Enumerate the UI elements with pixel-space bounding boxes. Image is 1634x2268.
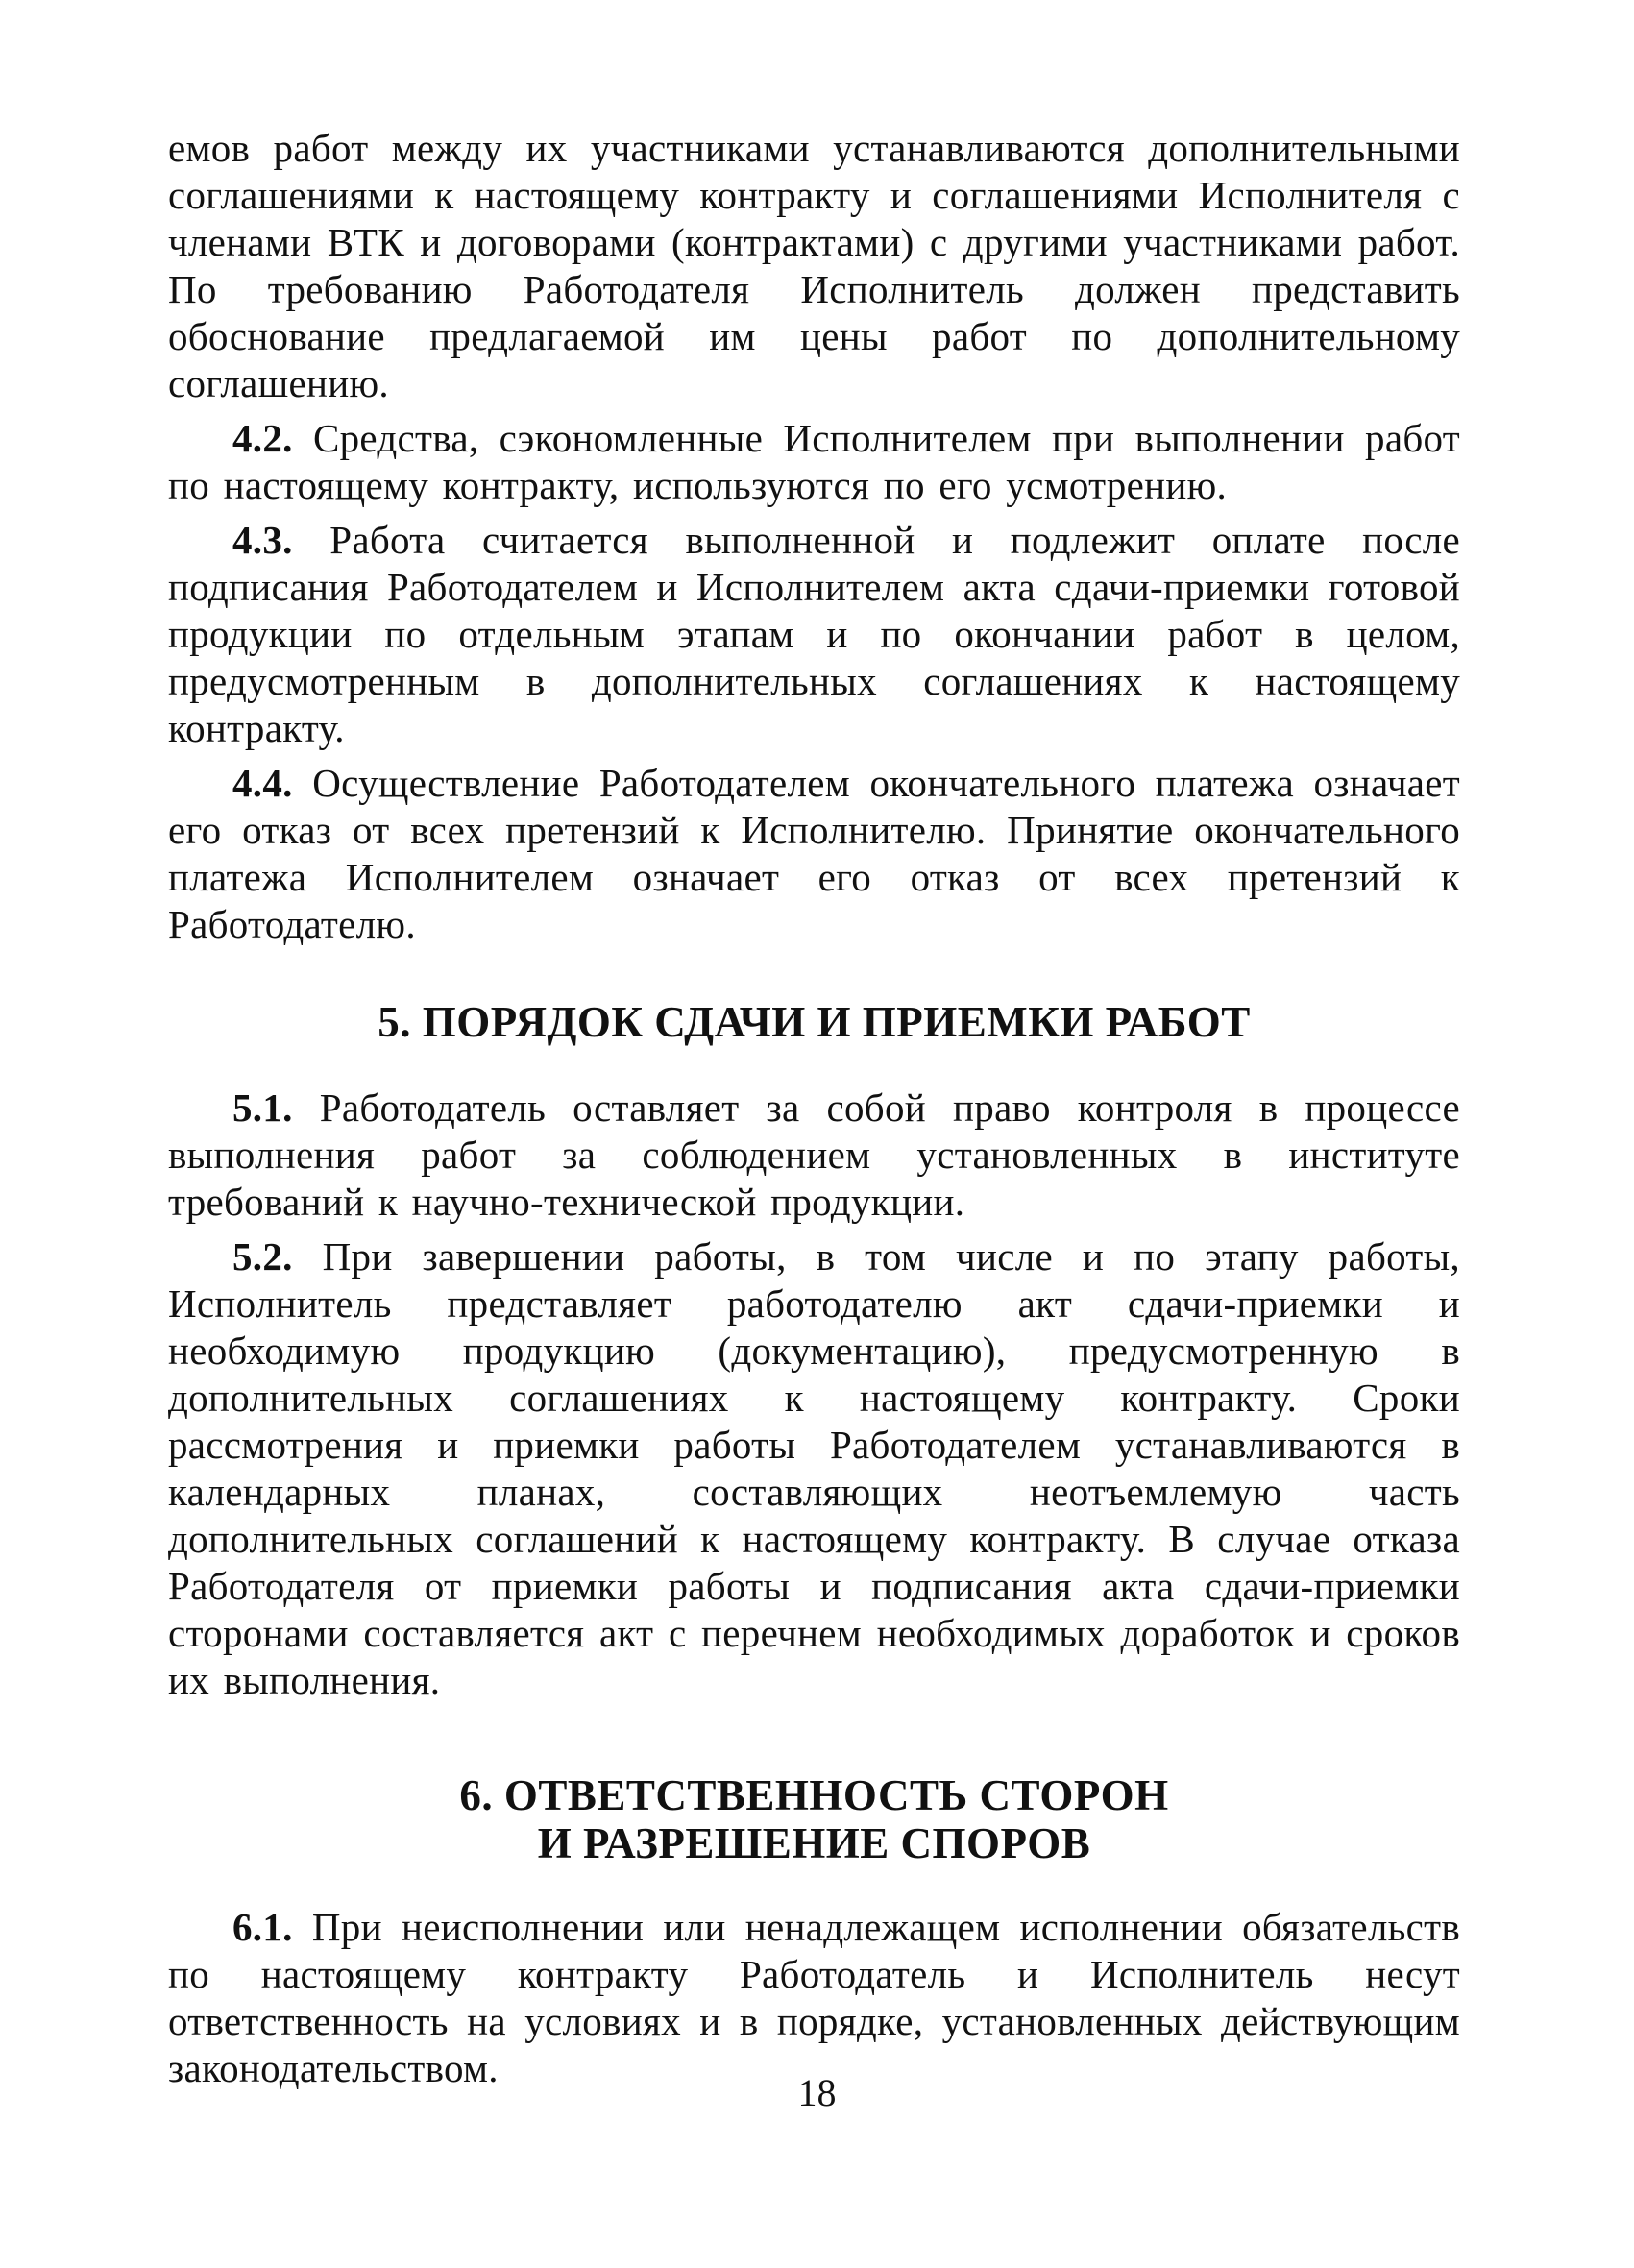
page-number: 18	[797, 2071, 837, 2114]
clause-number: 4.4.	[232, 761, 293, 805]
clause-number: 4.2.	[232, 416, 293, 460]
clause-number: 4.3.	[232, 518, 293, 562]
document-page	[168, 125, 1460, 2092]
clause-text: Осуществление Работодателем окончательного платежа означает его отказ от всех претензий к Исполнителю. Принятие окончательного платежа Исполнителем означает его отказ от всех претензий к Работодателю.	[168, 761, 1460, 946]
paragraph-5-1	[168, 1085, 1460, 1226]
section-6-heading	[168, 1771, 1460, 1867]
clause-number: 6.1.	[232, 1905, 293, 1949]
paragraph-4-3	[168, 517, 1460, 752]
paragraph-4-4	[168, 760, 1460, 948]
paragraph-intro: емов работ между их участниками устанавливаются дополнительными соглашениями к настоящему контракту и соглашениями Исполнителя с членами ВТК и договорами (контрактами) с другими участниками работ. По требованию Работодателя Исполнитель должен представить обоснование предлагаемой им цены работ по дополнительному соглашению.	[168, 126, 1460, 405]
section-6-heading-line-2: И РАЗРЕШЕНИЕ СПОРОВ	[537, 1819, 1091, 1867]
section-6-heading-line-1: 6. ОТВЕТСТВЕННОСТЬ СТОРОН	[459, 1771, 1169, 1819]
paragraph-6-1	[168, 1904, 1460, 2092]
clause-number: 5.1.	[232, 1085, 293, 1130]
clause-number: 5.2.	[232, 1234, 293, 1279]
clause-text: При завершении работы, в том числе и по этапу работы, Исполнитель представляет работодателю акт сдачи-приемки и необходимую продукцию (документацию), предусмотренную в дополнительных соглашениях к настоящему контракту. Сроки рассмотрения и приемки работы Работодателем устанавливаются в календарных планах, составляющих неотъемлемую часть дополнительных соглашений к настоящему контракту. В случае отказа Работодателя от приемки работы и подписания акта сдачи-приемки сторонами составляется акт с перечнем необходимых доработок и сроков их выполнения.	[168, 1234, 1460, 1702]
paragraph-5-2	[168, 1233, 1460, 1704]
section-5-heading: 5. ПОРЯДОК СДАЧИ И ПРИЕМКИ РАБОТ	[378, 998, 1251, 1046]
clause-text: Работодатель оставляет за собой право контроля в процессе выполнения работ за соблюдением установленных в институте требований к научно-технической продукции.	[168, 1085, 1460, 1224]
clause-text: Работа считается выполненной и подлежит оплате после подписания Работодателем и Исполнителем акта сдачи-приемки готовой продукции по отдельным этапам и по окончании работ в целом, предусмотренным в дополнительных соглашениях к настоящему контракту.	[168, 518, 1460, 750]
clause-text: Средства, сэкономленные Исполнителем при выполнении работ по настоящему контракту, используются по его усмотрению.	[168, 416, 1460, 507]
clause-text: При неисполнении или ненадлежащем исполнении обязательств по настоящему контракту Работодатель и Исполнитель несут ответственность на условиях и в порядке, установленных действующим законодательством.	[168, 1905, 1460, 2090]
paragraph-4-2	[168, 415, 1460, 509]
